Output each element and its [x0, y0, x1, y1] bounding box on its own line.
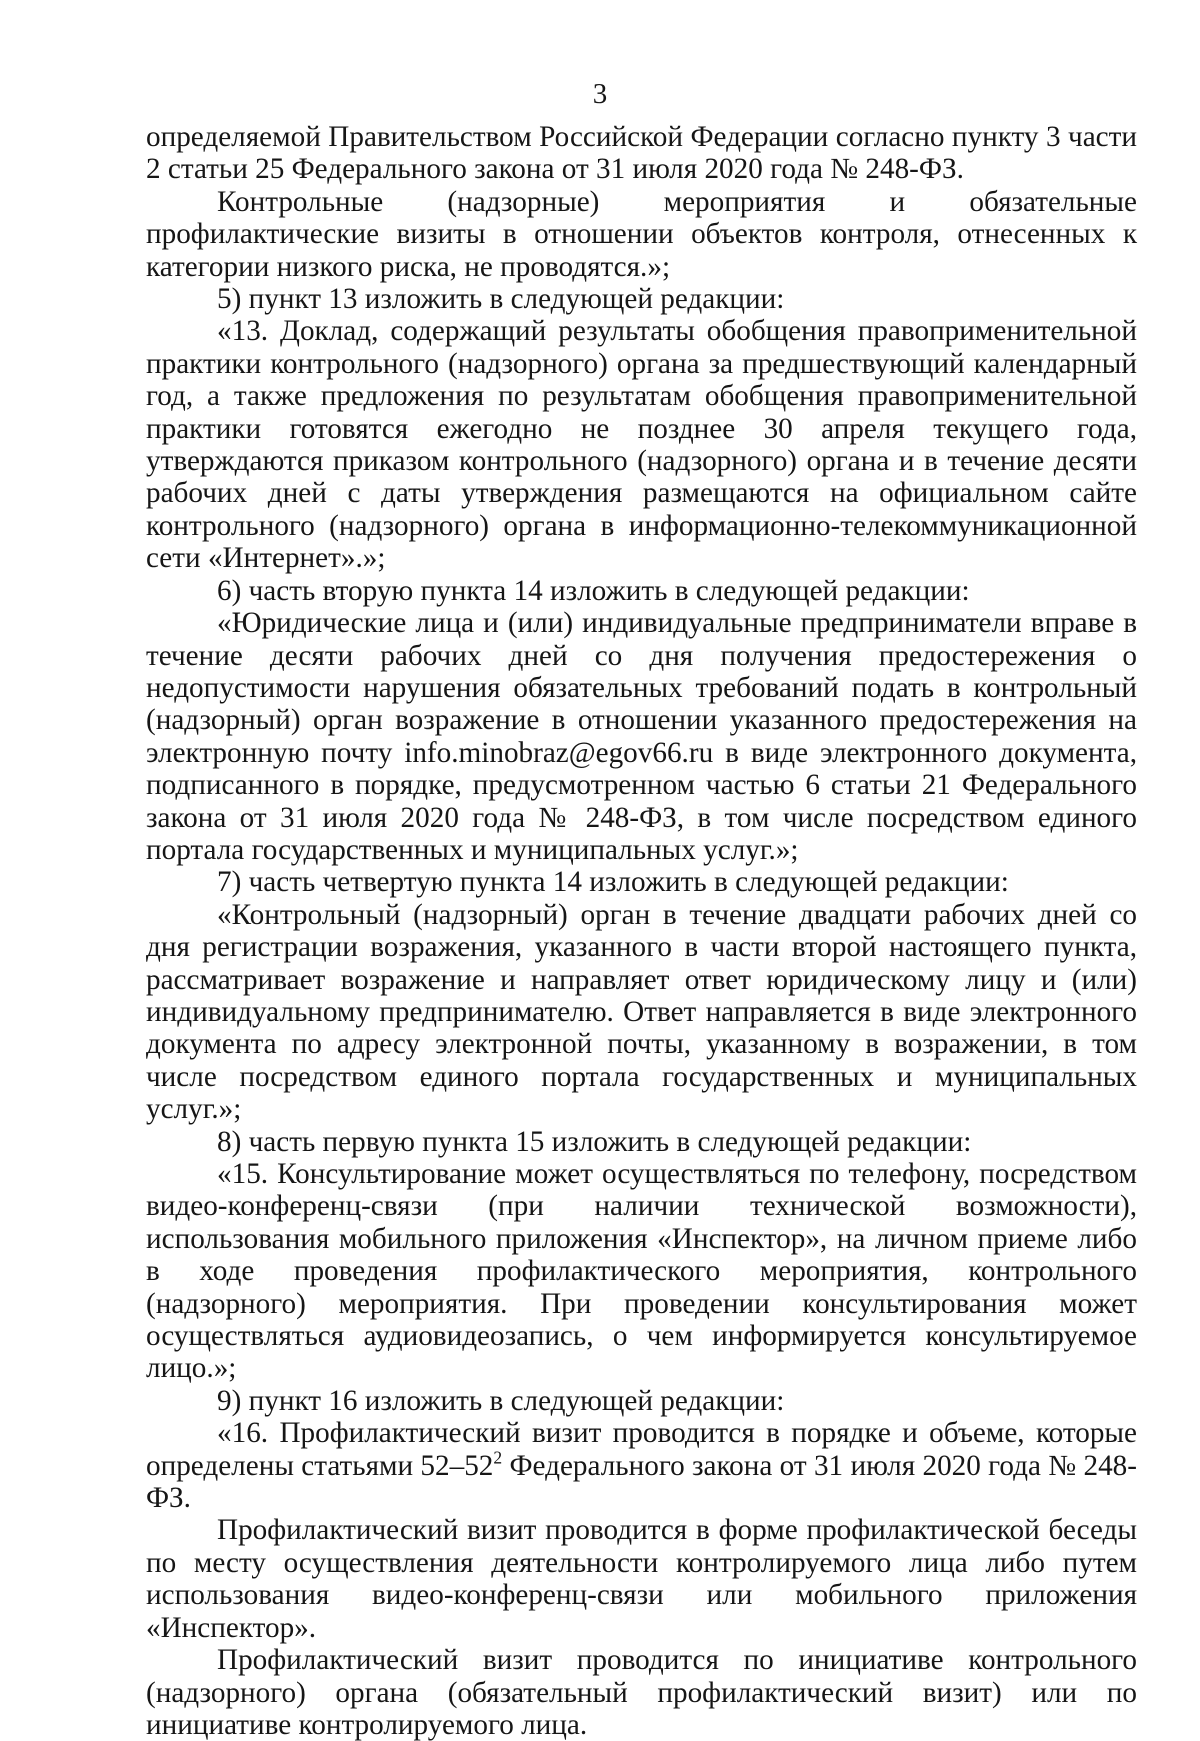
paragraph-item-7: 7) часть четвертую пункта 14 изложить в следующей редакции: — [217, 866, 1009, 899]
paragraph-item-5: 5) пункт 13 изложить в следующей редакции: — [217, 283, 785, 316]
paragraph-item-8: 8) часть первую пункта 15 изложить в следующей редакции: — [217, 1125, 972, 1158]
clause-16-text-start: «16. Профилактический визит проводится в порядке и объеме, которые определены статьями 52–52 — [146, 1417, 1137, 1482]
paragraph-continuation: определяемой Правительством Российской Федерации согласно пункту 3 части 2 статьи 25 Федерального закона от 31 июля 2020 года № 248-ФЗ. — [146, 121, 1137, 186]
document-body — [146, 121, 1137, 1741]
paragraph-objection-review: «Контрольный (надзорный) орган в течение двадцати рабочих дней со дня регистрации возражения, указанного в части второй настоящего пункта, рассматривает возражение и направляет ответ юридическому лицу и (или) индивидуальному предпринимателю. Ответ направляется в виде электронного документа по адресу электронной почты, указанному в возражении, в том числе посредством единого портала государственных и муниципальных услуг.»; — [146, 898, 1137, 1126]
superscript: 2 — [493, 1447, 503, 1468]
paragraph-item-6: 6) часть вторую пункта 14 изложить в следующей редакции: — [217, 574, 970, 607]
paragraph-item-9: 9) пункт 16 изложить в следующей редакции: — [217, 1384, 785, 1417]
paragraph-visit-form: Профилактический визит проводится в форме профилактической беседы по месту осуществления деятельности контролируемого лица либо путем использования видео-конференц-связи или мобильного приложения «Инспектор». — [146, 1514, 1137, 1644]
page-number: 3 — [592, 78, 608, 110]
paragraph-visit-initiative: Профилактический визит проводится по инициативе контрольного (надзорного) органа (обязательный профилактический визит) или по инициативе контролируемого лица. — [146, 1644, 1137, 1741]
paragraph-clause-15: «15. Консультирование может осуществляться по телефону, посредством видео-конференц-связи (при наличии технической возможности), использования мобильного приложения «Инспектор», на личном приеме либо в ходе проведения профилактического мероприятия, контрольного (надзорного) мероприятия. При проведении консультирования может осуществляться аудиовидеозапись, о чем информируется консультируемое лицо.»; — [146, 1158, 1137, 1385]
paragraph-clause-13: «13. Доклад, содержащий результаты обобщения правоприменительной практики контрольного (надзорного) органа за предшествующий календарный год, а также предложения по результатам обобщения правоприменительной практики готовятся ежегодно не позднее 30 апреля текущего года, утверждаются приказом контрольного (надзорного) органа и в течение десяти рабочих дней с даты утверждения размещаются на официальном сайте контрольного (надзорного) органа в информационно-телекоммуникационной сети «Интернет».»; — [146, 315, 1137, 575]
paragraph-clause-16 — [146, 1417, 1137, 1514]
paragraph-low-risk-note: Контрольные (надзорные) мероприятия и обязательные профилактические визиты в отношении объектов контроля, отнесенных к категории низкого риска, не проводятся.»; — [146, 185, 1137, 283]
paragraph-objections: «Юридические лица и (или) индивидуальные предприниматели вправе в течение десяти рабочих дней со дня получения предостережения о недопустимости нарушения обязательных требований подать в контрольный (надзорный) орган возражение в отношении указанного предостережения на электронную почту info.minobraz@egov66.ru в виде электронного документа, подписанного в порядке, предусмотренном частью 6 статьи 21 Федерального закона от 31 июля 2020 года № 248-ФЗ, в том числе посредством единого портала государственных и муниципальных услуг.»; — [146, 607, 1137, 866]
clause-16-text-end: Федерального закона от 31 июля 2020 года № 248-ФЗ. — [146, 1449, 1138, 1515]
